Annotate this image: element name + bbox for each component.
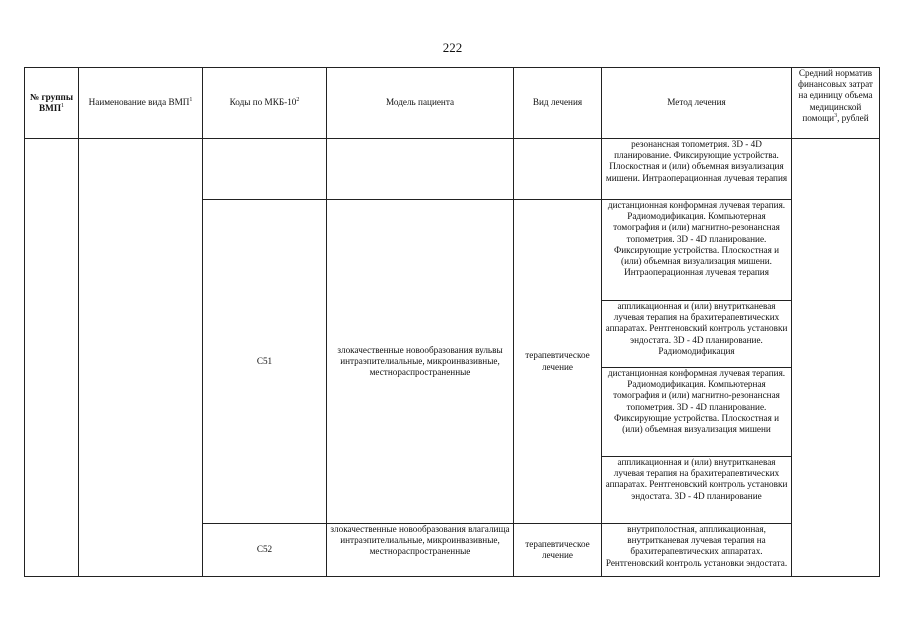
header-group-no: № группы ВМП$^1$ <box>25 68 79 139</box>
cell-patient-model: злокачественные новообразования вульвы интраэпителиальные, микроинвазивные, местнораспространенные <box>327 200 514 524</box>
cell-patient-model <box>327 139 514 200</box>
vmp-table <box>24 67 880 577</box>
table-row <box>25 139 880 200</box>
cell-method: дистанционная конформная лучевая терапия. Радиомодификация. Компьютерная томография и (или) магнитно-резонансная топометрия. 3D - 4D планирование. Фиксирующие устройства. Плоскостная и (или) объемная визуализация мишени <box>602 368 792 457</box>
header-avg-cost: Средний норматив финансовых затрат на единицу объема медицинской помощи$^3$, рублей <box>792 68 880 139</box>
header-group-no-text: № группы ВМП <box>29 91 74 113</box>
cell-group-no <box>25 139 79 577</box>
cell-vmp-name <box>79 139 203 577</box>
header-patient-model: Модель пациента <box>327 68 514 139</box>
cell-treatment-type: терапевтическое лечение <box>514 524 602 577</box>
header-vmp-name: Наименование вида ВМП$^1$ <box>79 68 203 139</box>
cell-treatment-type <box>514 139 602 200</box>
cell-method: аппликационная и (или) внутритканевая лучевая терапия на брахитерапевтических аппаратах. Рентгеновский контроль установки эндостата. 3D - 4D планирование <box>602 457 792 524</box>
cell-treatment-type: терапевтическое лечение <box>514 200 602 524</box>
cell-code: C51 <box>203 200 327 524</box>
cell-avg-cost <box>792 139 880 577</box>
header-treatment-type: Вид лечения <box>514 68 602 139</box>
page-number: 222 <box>442 40 463 55</box>
header-icd-codes: Коды по МКБ-$10^2$ <box>203 68 327 139</box>
cell-code <box>203 139 327 200</box>
cell-method: внутриполостная, аппликационная, внутритканевая лучевая терапия на брахитерапевтических аппаратах. Рентгеновский контроль установки эндостата. <box>602 524 792 577</box>
header-treatment-method: Метод лечения <box>602 68 792 139</box>
cell-method: аппликационная и (или) внутритканевая лучевая терапия на брахитерапевтических аппаратах. Рентгеновский контроль установки эндостата. 3D - 4D планирование. Радиомодификация <box>602 301 792 368</box>
table-header-row <box>25 68 880 139</box>
cell-code: C52 <box>203 524 327 577</box>
cell-method: дистанционная конформная лучевая терапия. Радиомодификация. Компьютерная томография и (или) магнитно-резонансная топометрия. 3D - 4D планирование. Фиксирующие устройства. Плоскостная и (или) объемная визуализация мишени. Интраоперационная лучевая терапия <box>602 200 792 301</box>
cell-method: резонансная топометрия. 3D - 4D планирование. Фиксирующие устройства. Плоскостная и (или) объемная визуализация мишени. Интраоперационная лучевая терапия <box>602 139 792 200</box>
cell-patient-model: злокачественные новообразования влагалища интраэпителиальные, микроинвазивные, местнораспространенные <box>327 524 514 577</box>
